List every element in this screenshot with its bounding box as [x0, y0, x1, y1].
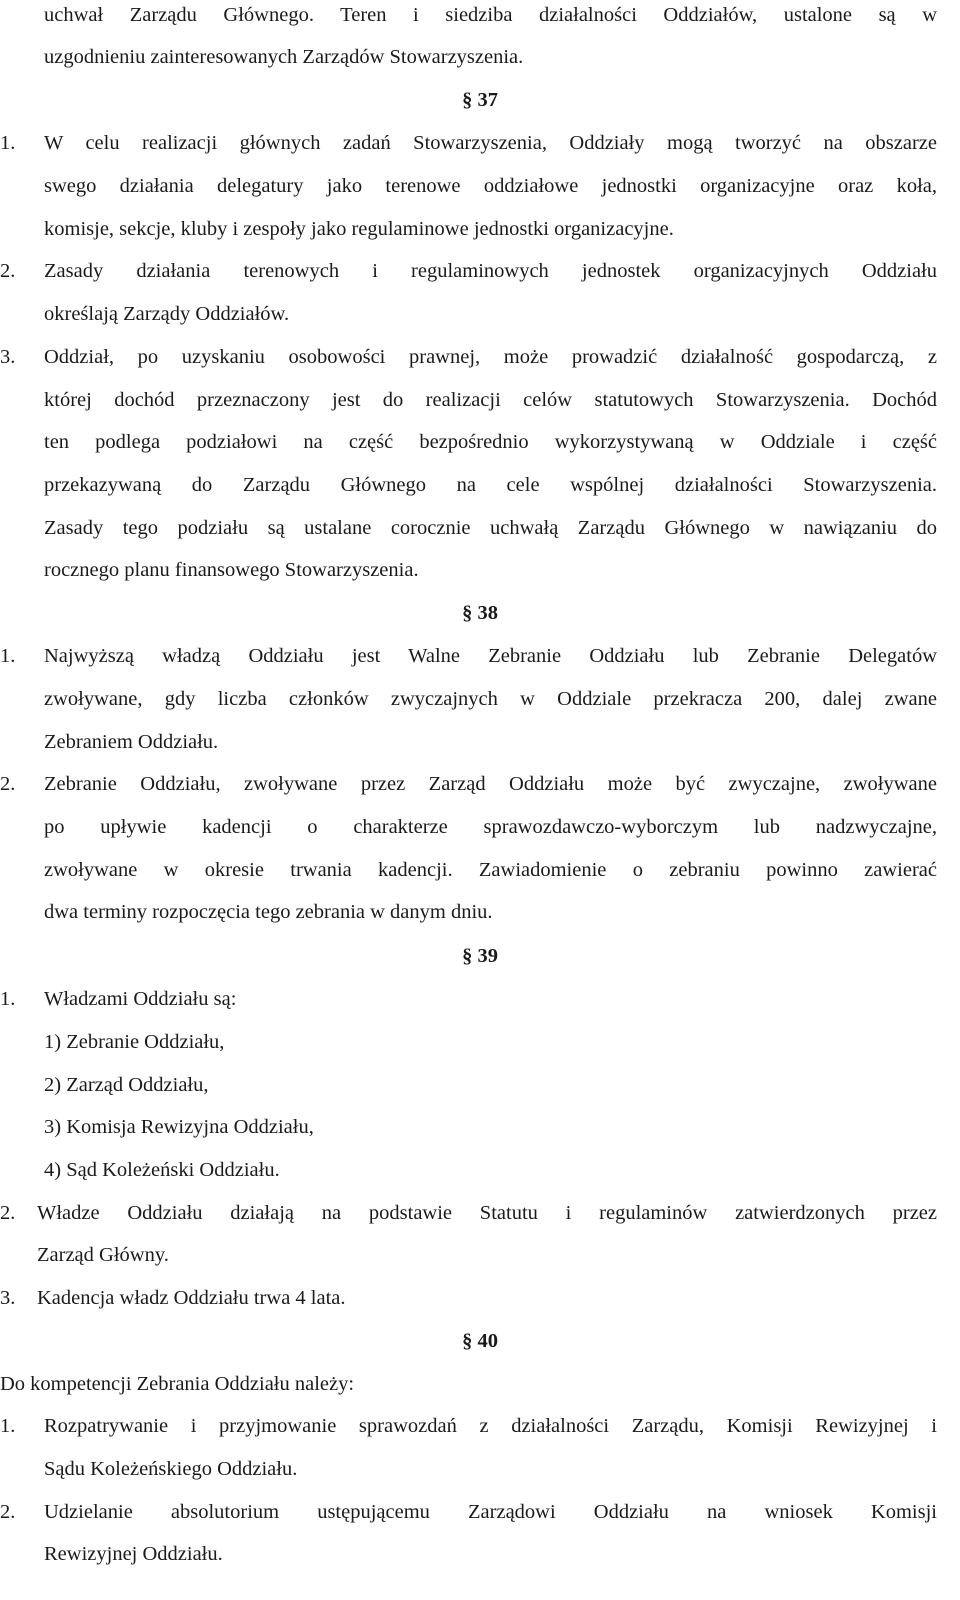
paragraph-number: 2. [0, 1501, 16, 1523]
s38-p1-line-3: Zebraniem Oddziału. [44, 731, 219, 753]
s37-p2-line-1: Zasady działania terenowych i regulaminowych jednostek organizacyjnych Oddziału [44, 260, 937, 282]
s39-p1-line-1: Władzami Oddziału są: [44, 988, 237, 1010]
s37-p3-line-3: ten podlega podziałowi na część bezpośrednio wykorzystywaną w Oddziale i część [44, 431, 937, 453]
s37-p2-line-2: określają Zarządy Oddziałów. [44, 303, 290, 325]
paragraph-number: 2. [0, 773, 16, 795]
s37-p3-line-1: Oddział, po uzyskaniu osobowości prawnej, może prowadzić działalność gospodarczą, z [44, 346, 937, 368]
list-item: 4) Sąd Koleżeński Oddziału. [44, 1159, 280, 1181]
paragraph-number: 1. [0, 132, 16, 154]
s37-p3-line-2: której dochód przeznaczony jest do realizacji celów statutowych Stowarzyszenia. Dochód [44, 389, 937, 411]
s38-p2-line-1: Zebranie Oddziału, zwoływane przez Zarząd Oddziału może być zwyczajne, zwoływane [44, 773, 937, 795]
s37-p3-line-5: Zasady tego podziału są ustalane corocznie uchwałą Zarządu Głównego w nawiązaniu do [44, 517, 937, 539]
section-heading-40: § 40 [462, 1330, 498, 1352]
paragraph-number: 1. [0, 988, 16, 1010]
list-item: 2) Zarząd Oddziału, [44, 1074, 209, 1096]
intro-line-1: uchwał Zarządu Głównego. Teren i siedziba działalności Oddziałów, ustalone są w [44, 4, 937, 26]
s39-p3-line-1: Kadencja władz Oddziału trwa 4 lata. [37, 1287, 346, 1309]
paragraph-number: 3. [0, 346, 16, 368]
paragraph-number: 1. [0, 645, 16, 667]
paragraph-number: 3. [0, 1287, 16, 1309]
paragraph-number: 1. [0, 1415, 16, 1437]
s40-p2-line-1: Udzielanie absolutorium ustępującemu Zarządowi Oddziału na wniosek Komisji [44, 1501, 937, 1523]
s38-p2-line-2: po upływie kadencji o charakterze sprawozdawczo-wyborczym lub nadzwyczajne, [44, 816, 937, 838]
s39-p2-line-1: Władze Oddziału działają na podstawie Statutu i regulaminów zatwierdzonych przez [37, 1202, 937, 1224]
s40-p1-line-2: Sądu Koleżeńskiego Oddziału. [44, 1458, 298, 1480]
section-heading-39: § 39 [462, 945, 498, 967]
s37-p3-line-6: rocznego planu finansowego Stowarzyszenia. [44, 559, 419, 581]
s38-p1-line-1: Najwyższą władzą Oddziału jest Walne Zebranie Oddziału lub Zebranie Delegatów [44, 645, 937, 667]
s37-p1-line-2: swego działania delegatury jako terenowe oddziałowe jednostki organizacyjne oraz koła, [44, 175, 937, 197]
s37-p3-line-4: przekazywaną do Zarządu Głównego na cele wspólnej działalności Stowarzyszenia. [44, 474, 937, 496]
s37-p1-line-3: komisje, sekcje, kluby i zespoły jako regulaminowe jednostki organizacyjne. [44, 218, 674, 240]
s38-p2-line-4: dwa terminy rozpoczęcia tego zebrania w danym dniu. [44, 901, 493, 923]
s37-p1-line-1: W celu realizacji głównych zadań Stowarzyszenia, Oddziały mogą tworzyć na obszarze [44, 132, 937, 154]
s40-p2-line-2: Rewizyjnej Oddziału. [44, 1543, 223, 1565]
list-item: 3) Komisja Rewizyjna Oddziału, [44, 1116, 314, 1138]
list-item: 1) Zebranie Oddziału, [44, 1031, 225, 1053]
paragraph-number: 2. [0, 1202, 16, 1224]
s40-p1-line-1: Rozpatrywanie i przyjmowanie sprawozdań z działalności Zarządu, Komisji Rewizyjnej i [44, 1415, 937, 1437]
intro-line-2: uzgodnieniu zainteresowanych Zarządów Stowarzyszenia. [44, 46, 524, 68]
s39-p2-line-2: Zarząd Główny. [37, 1244, 169, 1266]
s38-p1-line-2: zwoływane, gdy liczba członków zwyczajnych w Oddziale przekracza 200, dalej zwane [44, 688, 937, 710]
s38-p2-line-3: zwoływane w okresie trwania kadencji. Zawiadomienie o zebraniu powinno zawierać [44, 859, 937, 881]
section-heading-38: § 38 [462, 602, 498, 624]
s40-intro: Do kompetencji Zebrania Oddziału należy: [0, 1373, 355, 1395]
paragraph-number: 2. [0, 260, 16, 282]
section-heading-37: § 37 [462, 89, 498, 111]
